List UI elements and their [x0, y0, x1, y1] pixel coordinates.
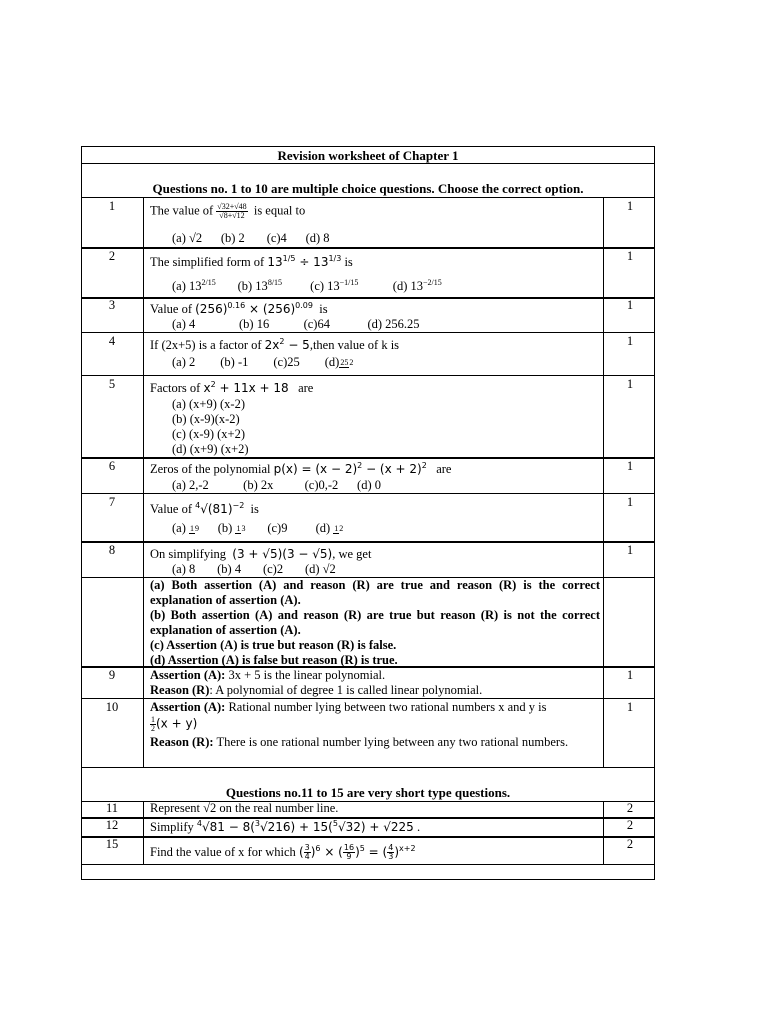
question-marks: 1 — [626, 700, 634, 714]
fraction: $\frac{1}{2}$ — [151, 715, 155, 733]
row-divider — [82, 817, 654, 819]
option-b: (b) -1 — [220, 355, 249, 369]
question-text: If (2x+5) is a factor of — [150, 338, 262, 352]
question-4-text — [150, 338, 600, 353]
question-9-text — [150, 668, 600, 698]
option-b: (b) — [217, 521, 233, 535]
option-a: (a) 2 — [172, 355, 196, 369]
math-expression: $2x^2 - 5$ — [264, 337, 310, 352]
assertion-text: Rational number lying between two rational numbers x and y is — [228, 700, 547, 714]
option-b: (b) 2x — [243, 478, 274, 492]
option-b: (b) 4 — [217, 562, 242, 576]
question-6-options — [172, 478, 622, 493]
question-6-text — [150, 462, 600, 477]
option-d: (d) (x+9) (x+2) — [172, 442, 249, 456]
question-text: , we get — [332, 547, 372, 561]
assertion-text: 3x + 5 is the linear polynomial. — [228, 668, 386, 682]
question-text: are — [298, 381, 314, 395]
question-marks: 1 — [626, 298, 634, 312]
math-expression: $p(x) = (x - 2)^2 - (x + 2)^2$ — [273, 461, 427, 476]
option-a: (a) — [172, 521, 186, 535]
question-marks: 1 — [626, 377, 634, 391]
ar-option-a: (a) Both assertion (A) and reason (R) are true and reason (R) is the correct explanation of assertion (A). — [150, 578, 600, 607]
option-a: (a) 8 — [172, 562, 196, 576]
option-c: (c)64 — [303, 317, 330, 331]
fraction-denominator: √8+√12 — [219, 211, 245, 220]
option-c: (c)9 — [267, 521, 288, 535]
reason-label: Reason (R): — [150, 735, 214, 749]
option-d: (d) — [315, 521, 331, 535]
question-text: The value of — [150, 203, 214, 218]
option-c: (c)0,-2 — [304, 478, 339, 492]
row-divider — [82, 864, 654, 865]
question-number: 11 — [105, 801, 119, 815]
question-text: is — [250, 502, 259, 516]
question-text: Simplify — [150, 820, 194, 834]
question-marks: 2 — [626, 801, 634, 815]
question-text: is — [344, 255, 353, 269]
option-a: (a) (x+9) (x-2) — [172, 397, 245, 411]
section-heading-short: Questions no.11 to 15 are very short type questions. — [225, 785, 511, 800]
option-b: (b) 16 — [239, 317, 270, 331]
option-b: (b) 2 — [220, 231, 245, 245]
option-d: (d) 0 — [357, 478, 381, 492]
question-marks: 1 — [626, 249, 634, 263]
option-d: (d) — [324, 355, 340, 369]
ar-option-c: (c) Assertion (A) is true but reason (R) is false. — [150, 638, 397, 652]
option-a: (a) 2,-2 — [172, 478, 209, 492]
question-number: 6 — [108, 459, 116, 473]
math-expression: $(256)^{0.16} \times (256)^{0.09}$ — [195, 301, 313, 316]
ar-option-d: (d) Assertion (A) is false but reason (R) is true. — [150, 653, 398, 667]
question-number: 5 — [108, 377, 116, 391]
row-divider — [82, 457, 654, 459]
assertion-label: Assertion (A): — [150, 668, 226, 682]
question-8-text — [150, 547, 600, 562]
question-2-options: (a) $13^{2/15}$ (b) $13^{8/15}$ (c) $13^{-1/15}$ (d) $13^{-2/15}$ — [172, 277, 442, 293]
question-marks: 1 — [626, 199, 634, 213]
question-number: 2 — [108, 249, 116, 263]
fraction: 12 — [334, 523, 344, 533]
question-text: Value of — [150, 502, 192, 516]
col-divider — [143, 197, 144, 767]
col-divider — [143, 801, 144, 864]
option-c: (c)25 — [273, 355, 300, 369]
question-number: 7 — [108, 495, 116, 509]
question-text: are — [436, 462, 452, 476]
question-number: 10 — [105, 700, 119, 714]
question-5-text — [150, 381, 600, 396]
option-a: (a) 4 — [172, 317, 196, 331]
question-8-options — [172, 562, 622, 577]
math-expression: (3 + √5)(3 − √5) — [232, 547, 333, 561]
option-a: (a) √2 — [172, 231, 203, 245]
question-marks: 2 — [626, 818, 634, 832]
ar-option-b: (b) Both assertion (A) and reason (R) are true but reason (R) is not the correct explanation of assertion (A). — [150, 608, 600, 637]
question-text: is equal to — [253, 203, 306, 218]
question-text: On simplifying — [150, 547, 227, 561]
reason-text: There is one rational number lying between any two rational numbers. — [216, 735, 569, 749]
option-c: (c) 13 — [310, 279, 340, 293]
question-12-text: Simplify $^4$√81 − 8($^3$√216) + 15($^5$√32) + √225 . — [150, 819, 421, 834]
option-c: (c)4 — [266, 231, 287, 245]
row-divider — [82, 767, 654, 768]
question-10-text — [150, 700, 600, 750]
row-divider — [82, 836, 654, 838]
question-2-text — [150, 255, 600, 270]
question-number: 12 — [105, 818, 119, 832]
question-text: is — [319, 302, 328, 316]
option-b: (b) 13 — [237, 279, 268, 293]
question-text: Zeros of the polynomial — [150, 462, 271, 476]
option-b: (b) (x-9)(x-2) — [172, 412, 240, 426]
assertion-label: Assertion (A): — [150, 700, 226, 714]
math-expression: (x + y) — [156, 716, 198, 731]
fraction: 13 — [236, 523, 246, 533]
question-7-text — [150, 502, 600, 517]
option-c: (c)2 — [262, 562, 284, 576]
question-marks: 1 — [626, 495, 634, 509]
row-divider — [82, 197, 654, 198]
math-expression: ( $\frac{3}{4}$ )$^6$ × ( $\frac{16}{9}$ )$^5$ = ( $\frac{4}{3}$ )$^{x+2}$ — [298, 843, 416, 861]
question-5-options — [172, 397, 622, 457]
section-heading-mcq: Questions no. 1 to 10 are multiple choice questions. Choose the correct option. — [152, 181, 584, 196]
question-1-options — [172, 231, 622, 246]
question-7-options — [172, 521, 622, 536]
math-expression: $^4$√81 − 8($^3$√216) + 15($^5$√32) + √225 — [196, 819, 414, 834]
question-number: 8 — [108, 543, 116, 557]
row-divider — [82, 332, 654, 333]
option-d: (d) 8 — [305, 231, 330, 245]
question-marks: 1 — [626, 459, 634, 473]
question-marks: 2 — [626, 837, 634, 851]
question-number: 1 — [108, 199, 116, 213]
row-divider — [82, 375, 654, 376]
assertion-reason-options — [150, 578, 600, 668]
reason-text: : A polynomial of degree 1 is called linear polynomial. — [209, 683, 483, 697]
question-1-text — [150, 203, 600, 220]
question-text: Find the value of x for which — [150, 845, 296, 859]
question-text: ,then value of k is — [309, 338, 400, 352]
question-number: 4 — [108, 334, 116, 348]
row-divider — [82, 163, 654, 164]
question-number: 9 — [108, 668, 116, 682]
fraction — [216, 203, 247, 220]
math-expression: $^4√(81)^{-2}$ — [195, 501, 245, 516]
question-3-options — [172, 317, 622, 332]
math-expression: $x^2 + 11x + 18$ — [203, 380, 289, 395]
row-divider — [82, 297, 654, 299]
reason-label: Reason (R) — [150, 683, 210, 697]
question-15-text — [150, 844, 600, 861]
row-divider — [82, 541, 654, 543]
fraction: 252 — [340, 357, 354, 367]
row-divider — [82, 247, 654, 249]
option-d: (d) 13 — [392, 279, 423, 293]
worksheet-table — [81, 146, 655, 880]
question-number: 15 — [105, 837, 119, 851]
question-marks: 1 — [626, 543, 634, 557]
question-text: The simplified form of — [150, 255, 265, 269]
option-c: (c) (x-9) (x+2) — [172, 427, 245, 441]
option-a: (a) 13 — [172, 279, 202, 293]
option-d: (d) 256.25 — [367, 317, 420, 331]
row-divider — [82, 698, 654, 699]
fraction-numerator: √32+√48 — [217, 202, 247, 211]
question-text: Value of — [150, 302, 192, 316]
question-3-text — [150, 302, 600, 317]
math-expression: $13^{1/5} \div 13^{1/3}$ — [267, 254, 342, 269]
row-divider — [82, 493, 654, 494]
fraction: 19 — [190, 523, 199, 533]
question-text: Factors of — [150, 381, 201, 395]
question-number: 3 — [108, 298, 116, 312]
question-marks: 1 — [626, 668, 634, 682]
question-11-text: Represent √2 on the real number line. — [150, 801, 339, 815]
question-4-options — [172, 355, 622, 370]
option-d: (d) √2 — [304, 562, 336, 576]
question-marks: 1 — [626, 334, 634, 348]
worksheet-title: Revision worksheet of Chapter 1 — [277, 148, 459, 163]
